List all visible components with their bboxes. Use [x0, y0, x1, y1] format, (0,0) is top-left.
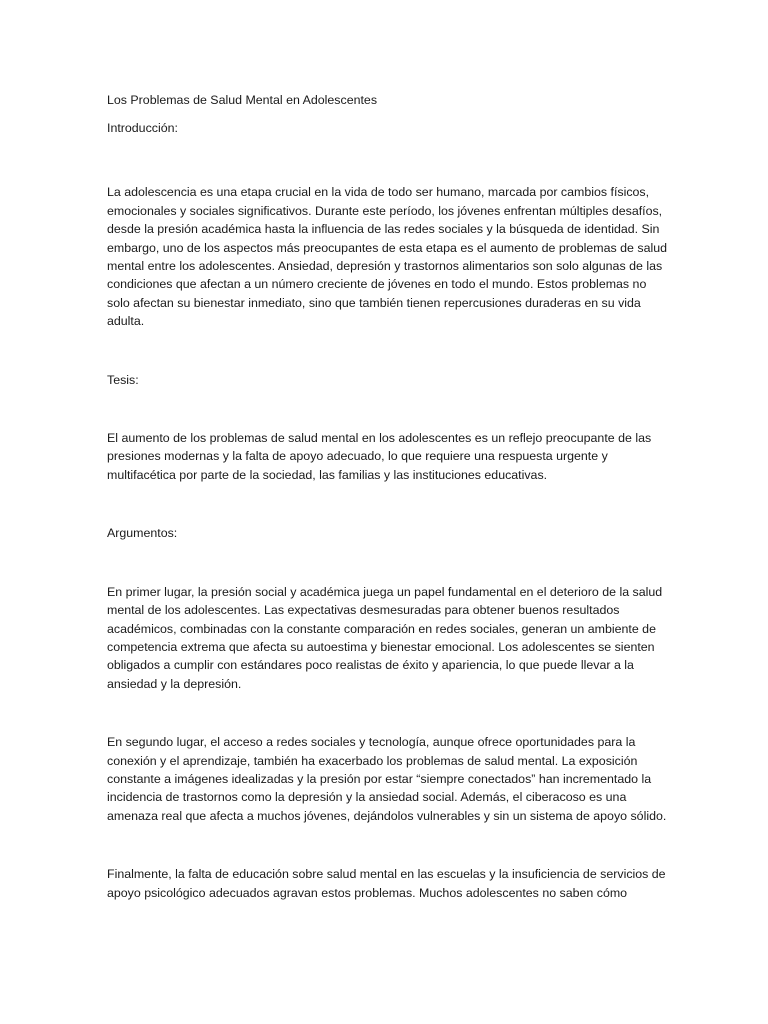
section-heading-argumentos: Argumentos:	[107, 526, 178, 541]
paragraph-argumento-1: En primer lugar, la presión social y académica juega un papel fundamental en el deterioro de la salud mental de los adolescentes. Las expectativas desmesuradas para obtener buenos resultados académicos, combinadas con la constante comparación en redes sociales, generan un ambiente de competencia extrema que afecta su autoestima y bienestar emocional. Los adolescentes se sienten obligados a cumplir con estándares poco realistas de éxito y apariencia, lo que puede llevar a la ansiedad y la depresión.	[107, 584, 663, 691]
paragraph-tesis: El aumento de los problemas de salud mental en los adolescentes es un reflejo preocupante de las presiones modernas y la falta de apoyo adecuado, lo que requiere una respuesta urgente y multifacética por parte de la sociedad, las familias y las instituciones educativas.	[107, 431, 652, 482]
document-title: Los Problemas de Salud Mental en Adolescentes	[107, 93, 378, 107]
section-heading-introduccion: Introducción:	[107, 121, 178, 135]
section-heading-tesis: Tesis:	[107, 372, 139, 387]
paragraph-argumento-2: En segundo lugar, el acceso a redes sociales y tecnología, aunque ofrece oportunidades para la conexión y el aprendizaje, también ha exacerbado los problemas de salud mental. La exposición constante a imágenes idealizadas y la presión por estar “siempre conectados” han incrementado la incidencia de trastornos como la depresión y la ansiedad social. Además, el ciberacoso es una amenaza real que afecta a muchos jóvenes, dejándolos vulnerables y sin un sistema de apoyo sólido.	[107, 735, 667, 823]
paragraph-introduccion: La adolescencia es una etapa crucial en la vida de todo ser humano, marcada por cambios físicos, emocionales y sociales significativos. Durante este período, los jóvenes enfrentan múltiples desafíos, desde la presión académica hasta la influencia de las redes sociales y la búsqueda de identidad. Sin embargo, uno de los aspectos más preocupantes de esta etapa es el aumento de problemas de salud mental entre los adolescentes. Ansiedad, depresión y trastornos alimentarios son solo algunas de las condiciones que afectan a un número creciente de jóvenes en todo el mundo. Estos problemas no solo afectan su bienestar inmediato, sino que también tienen repercusiones duraderas en su vida adulta.	[107, 185, 668, 329]
paragraph-argumento-3: Finalmente, la falta de educación sobre salud mental en las escuelas y la insuficiencia de servicios de apoyo psicológico adecuados agravan estos problemas. Muchos adolescentes no saben cómo	[107, 867, 666, 900]
document-body	[107, 91, 667, 902]
